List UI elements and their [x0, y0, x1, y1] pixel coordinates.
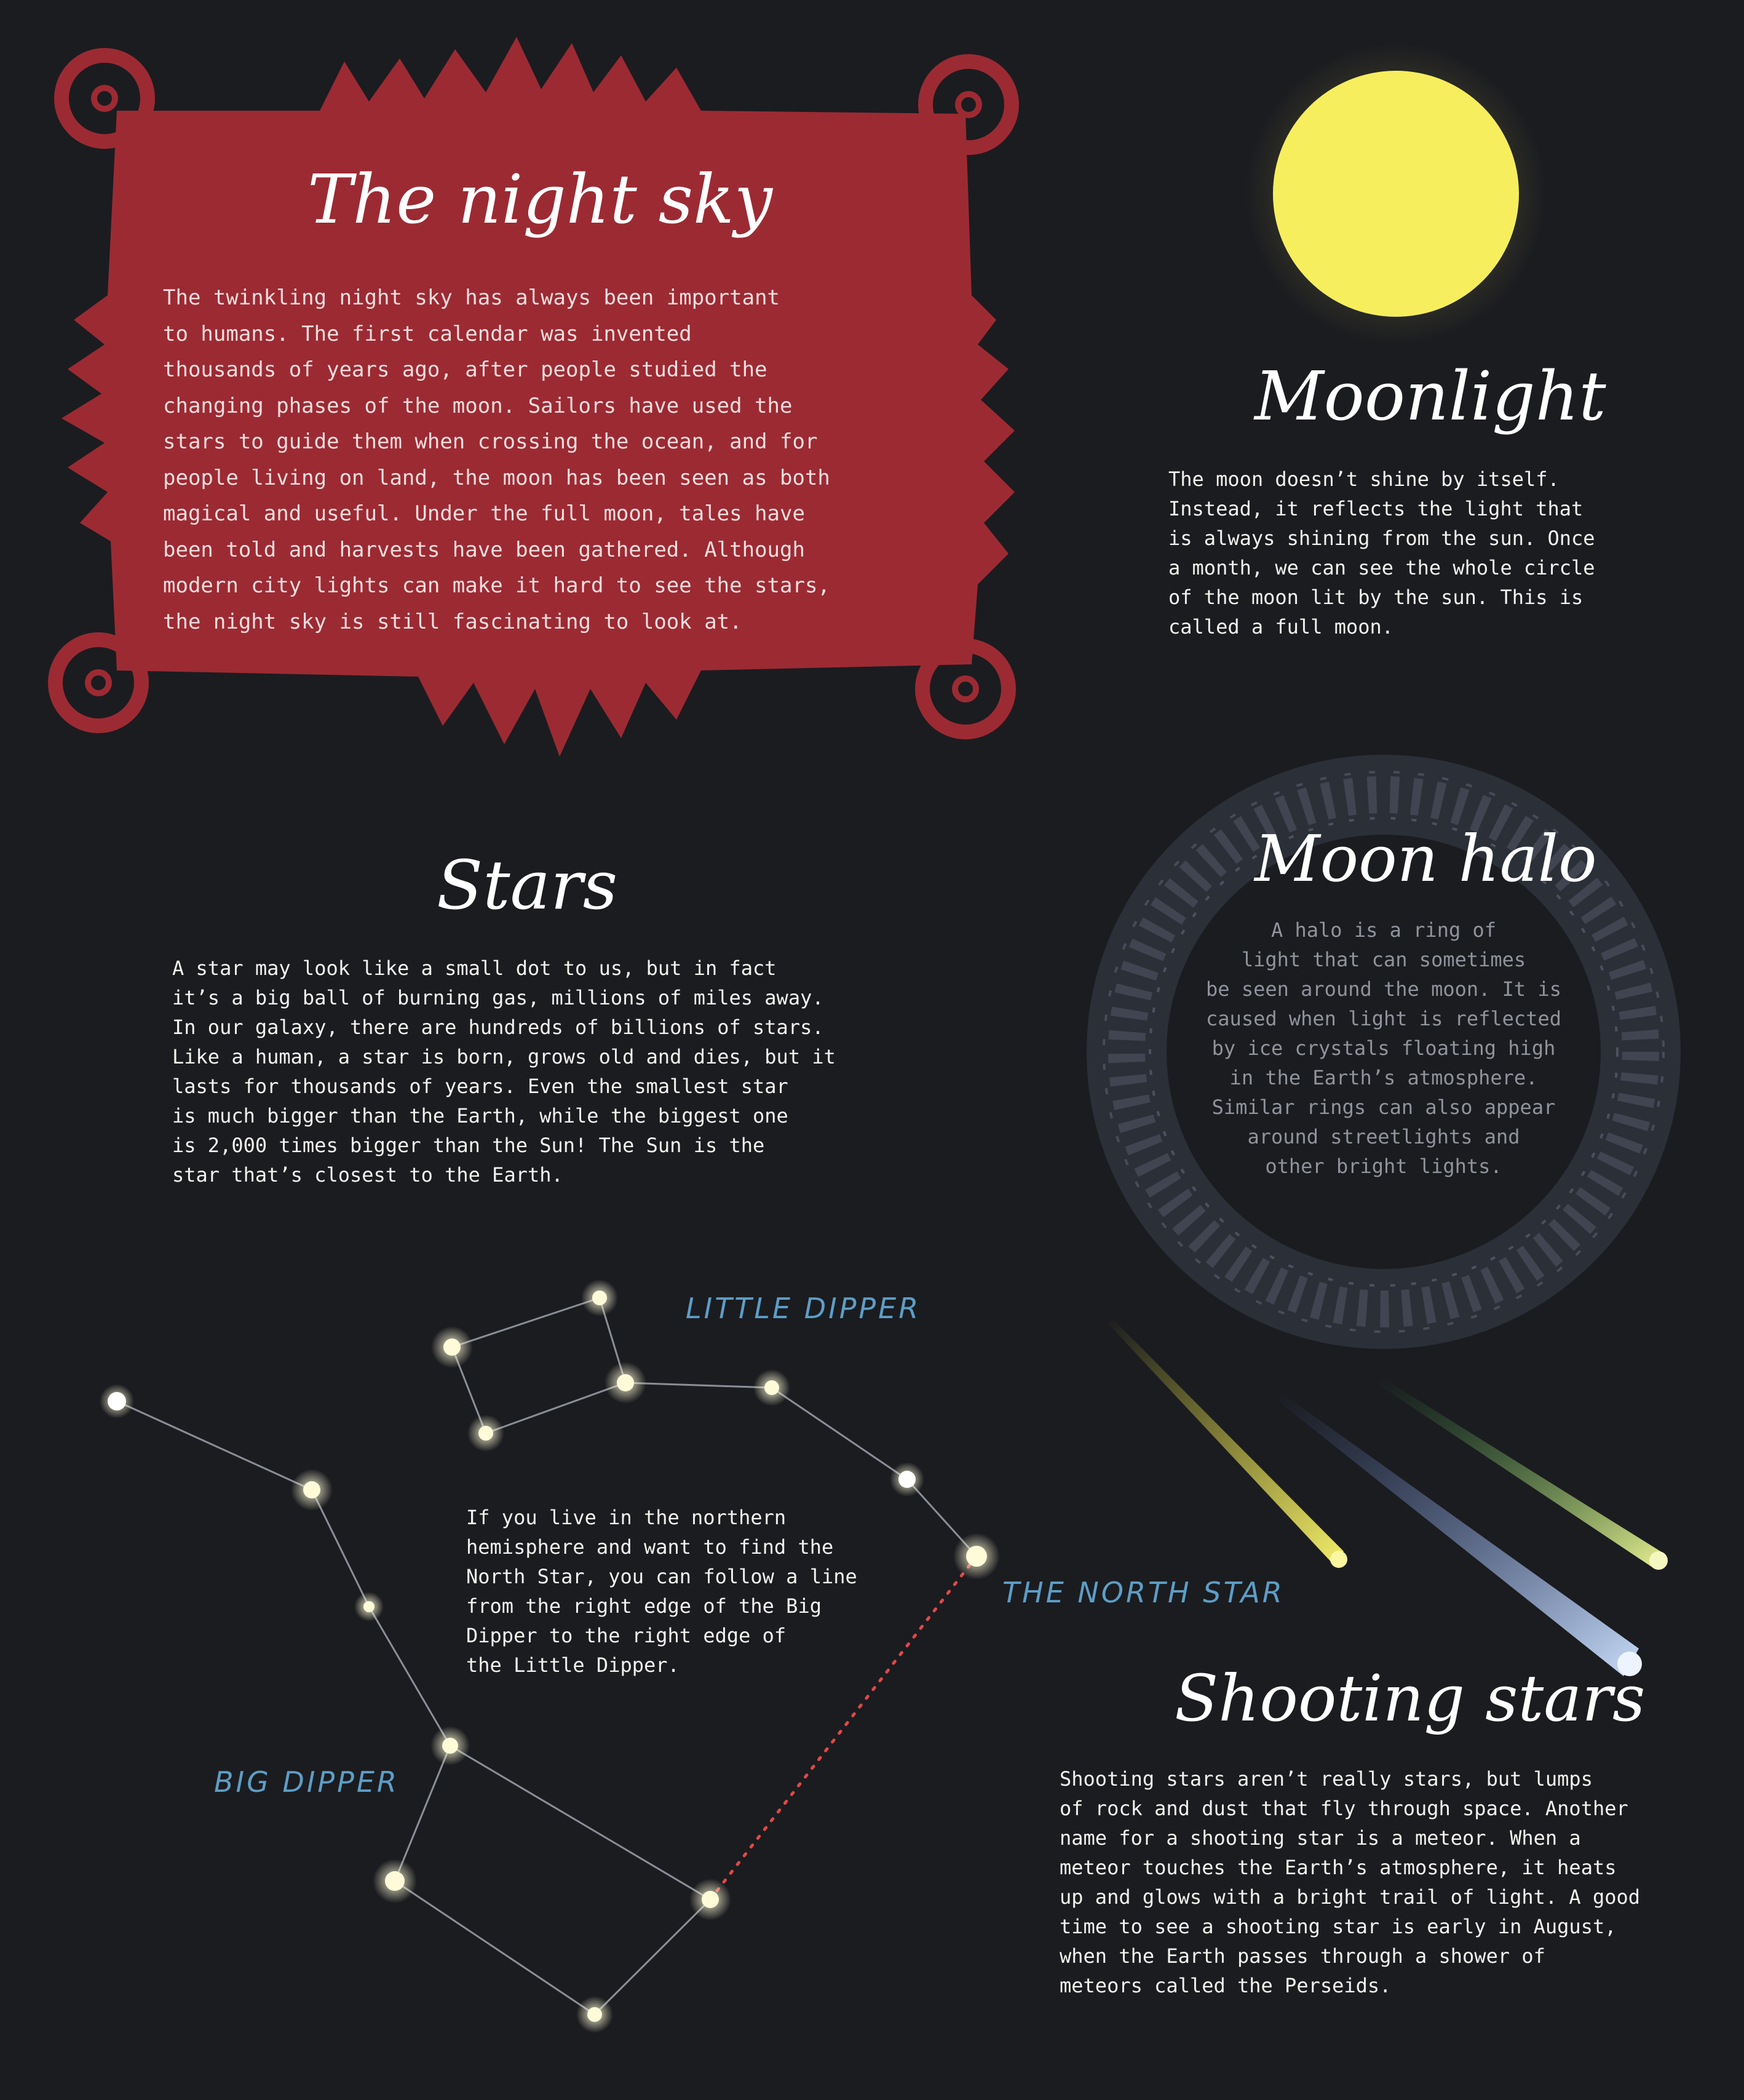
text-line: A star may look like a small dot to us, but in fact	[172, 957, 777, 980]
star-icon	[604, 1362, 646, 1404]
star-icon	[581, 1279, 618, 1316]
text-line: stars to guide them when crossing the ocean, and for	[163, 429, 818, 454]
star-icon	[373, 1859, 417, 1903]
star-icon	[689, 1879, 731, 1920]
north-star-text	[466, 1503, 857, 1680]
text-line: is much bigger than the Earth, while the biggest one	[172, 1104, 788, 1128]
full-moon	[1245, 43, 1547, 344]
stars-title: Stars	[437, 846, 618, 925]
text-line: A halo is a ring of	[1270, 918, 1497, 942]
moonlight-text	[1168, 464, 1595, 642]
north-star-icon	[953, 1533, 1000, 1580]
text-line: caused when light is reflected	[1206, 1007, 1561, 1030]
text-line: thousands of years ago, after people studied the	[163, 357, 767, 382]
stars-text	[172, 953, 836, 1190]
text-line: when the Earth passes through a shower of	[1060, 1944, 1545, 1968]
text-line: is 2,000 times bigger than the Sun! The Sun is the	[172, 1134, 765, 1157]
text-line: The twinkling night sky has always been important	[163, 285, 780, 310]
moon-halo-title: Moon halo	[1254, 821, 1597, 896]
text-line: Similar rings can also appear	[1211, 1096, 1556, 1119]
moon-halo-text	[1187, 915, 1580, 1181]
text-line: up and glows with a bright trail of light. A good	[1060, 1885, 1641, 1909]
text-line: Shooting stars aren’t really stars, but lumps	[1060, 1767, 1593, 1791]
star-icon	[354, 1592, 384, 1621]
text-line: Instead, it reflects the light that	[1168, 497, 1583, 520]
star-icon	[431, 1326, 473, 1368]
big-dipper-label: BIG DIPPER	[214, 1765, 399, 1799]
moonlight-title: Moonlight	[1254, 357, 1606, 436]
text-line: The moon doesn’t shine by itself.	[1168, 467, 1560, 491]
star-icon	[291, 1469, 333, 1511]
text-line: it’s a big ball of burning gas, millions of miles away.	[172, 986, 824, 1009]
text-line: other bright lights.	[1265, 1155, 1502, 1178]
text-line: lasts for thousands of years. Even the smallest star	[172, 1075, 788, 1098]
text-line: the night sky is still fascinating to look at.	[163, 609, 742, 634]
text-line: Like a human, a star is born, grows old and dies, but it	[172, 1045, 836, 1068]
text-line: meteors called the Perseids.	[1060, 1974, 1392, 1997]
star-icon	[576, 1996, 613, 2033]
text-line: name for a shooting star is a meteor. When a	[1060, 1826, 1581, 1850]
text-line: hemisphere and want to find the	[466, 1535, 834, 1559]
text-line: the Little Dipper.	[466, 1653, 680, 1677]
star-icon	[100, 1384, 134, 1418]
star-icon	[467, 1415, 504, 1452]
text-line: North Star, you can follow a line	[466, 1565, 857, 1588]
text-line: a month, we can see the whole circle	[1168, 556, 1595, 579]
text-line: of rock and dust that fly through space. Another	[1060, 1797, 1628, 1820]
text-line: by ice crystals floating high	[1211, 1036, 1556, 1060]
text-line: be seen around the moon. It is	[1206, 977, 1561, 1001]
little-dipper-label: LITTLE DIPPER	[686, 1292, 921, 1325]
text-line: in the Earth’s atmosphere.	[1229, 1066, 1538, 1089]
text-line: people living on land, the moon has been seen as both	[163, 465, 830, 490]
night-sky-title: The night sky	[307, 160, 772, 239]
star-icon	[430, 1726, 470, 1765]
shooting-stars	[1107, 1319, 1668, 1676]
shooting-stars-title: Shooting stars	[1175, 1661, 1646, 1736]
text-line: light that can sometimes	[1241, 948, 1526, 971]
text-line: Dipper to the right edge of	[466, 1624, 787, 1647]
text-line: around streetlights and	[1247, 1125, 1520, 1148]
text-line: time to see a shooting star is early in August,	[1060, 1915, 1617, 1938]
text-line: meteor touches the Earth’s atmosphere, it heats	[1060, 1856, 1617, 1879]
night-sky-text	[163, 280, 830, 640]
text-line: to humans. The first calendar was invented	[163, 321, 692, 346]
text-line: If you live in the northern	[466, 1506, 787, 1529]
text-line: magical and useful. Under the full moon, tales have	[163, 501, 805, 526]
text-line: been told and harvests have been gathered. Although	[163, 537, 805, 562]
north-star-label: THE NORTH STAR	[1002, 1576, 1285, 1609]
text-line: of the moon lit by the sun. This is	[1168, 586, 1583, 609]
star-icon	[753, 1369, 790, 1406]
text-line: changing phases of the moon. Sailors have used the	[163, 393, 793, 418]
text-line: from the right edge of the Big	[466, 1594, 822, 1618]
text-line: called a full moon.	[1168, 615, 1394, 638]
text-line: star that’s closest to the Earth.	[172, 1163, 563, 1187]
shooting-stars-text	[1060, 1764, 1640, 2000]
text-line: is always shining from the sun. Once	[1168, 527, 1595, 550]
star-icon	[890, 1462, 924, 1497]
text-line: In our galaxy, there are hundreds of billions of stars.	[172, 1016, 824, 1039]
text-line: modern city lights can make it hard to see the stars,	[163, 573, 830, 598]
